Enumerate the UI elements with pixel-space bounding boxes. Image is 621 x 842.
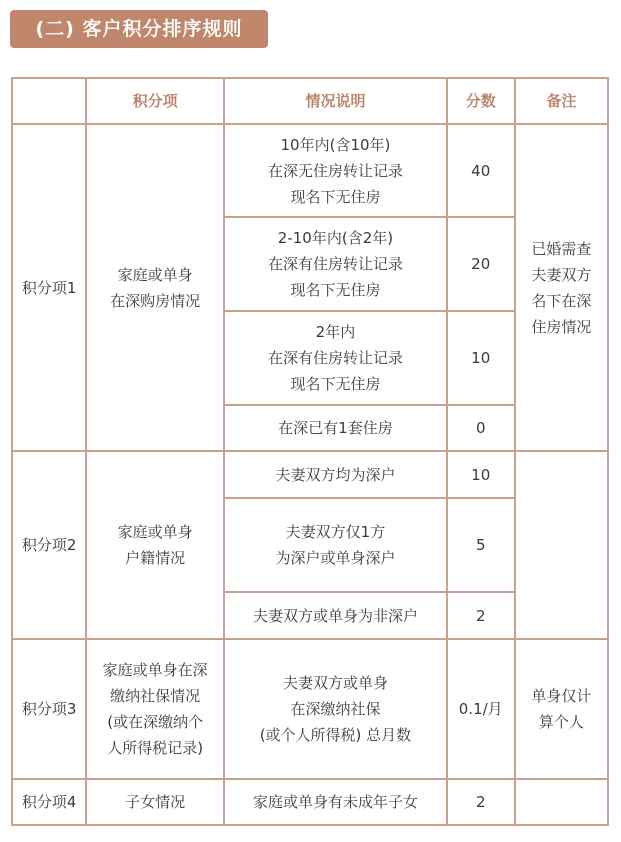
case-score: 10: [447, 311, 515, 405]
case-score: 2: [447, 779, 515, 825]
section-title: (二) 客户积分排序规则: [10, 10, 268, 48]
header-item: 积分项: [86, 78, 224, 124]
case-score: 2: [447, 592, 515, 639]
header-description: 情况说明: [224, 78, 447, 124]
table-row: [12, 779, 608, 825]
points-rules-table: [11, 77, 609, 826]
case-score: 20: [447, 217, 515, 311]
item-remark: 单身仅计 算个人: [515, 639, 608, 779]
case-description: 夫妻双方或单身为非深户: [224, 592, 447, 639]
table-header-row: [12, 78, 608, 124]
case-score: 0: [447, 405, 515, 451]
item-remark: 已婚需查 夫妻双方 名下在深 住房情况: [515, 124, 608, 451]
table-row: [12, 451, 608, 498]
case-description: 家庭或单身有未成年子女: [224, 779, 447, 825]
table-row: [12, 639, 608, 779]
item-label: 积分项1: [12, 124, 86, 451]
item-remark-empty: [515, 451, 608, 639]
case-description: 夫妻双方均为深户: [224, 451, 447, 498]
case-score: 0.1/月: [447, 639, 515, 779]
header-remark: 备注: [515, 78, 608, 124]
item-label: 积分项2: [12, 451, 86, 639]
item-remark-empty: [515, 779, 608, 825]
case-description: 夫妻双方仅1方 为深户或单身深户: [224, 498, 447, 592]
case-description: 10年内(含10年) 在深无住房转让记录 现名下无住房: [224, 124, 447, 217]
item-category: 家庭或单身 户籍情况: [86, 451, 224, 639]
item-category: 家庭或单身 在深购房情况: [86, 124, 224, 451]
table-row: [12, 124, 608, 217]
case-description: 在深已有1套住房: [224, 405, 447, 451]
case-score: 40: [447, 124, 515, 217]
item-category: 家庭或单身在深 缴纳社保情况 (或在深缴纳个 人所得税记录): [86, 639, 224, 779]
header-blank: [12, 78, 86, 124]
item-label: 积分项4: [12, 779, 86, 825]
item-label: 积分项3: [12, 639, 86, 779]
case-description: 2年内 在深有住房转让记录 现名下无住房: [224, 311, 447, 405]
case-score: 10: [447, 451, 515, 498]
case-score: 5: [447, 498, 515, 592]
case-description: 夫妻双方或单身 在深缴纳社保 (或个人所得税) 总月数: [224, 639, 447, 779]
header-score: 分数: [447, 78, 515, 124]
item-category: 子女情况: [86, 779, 224, 825]
case-description: 2-10年内(含2年) 在深有住房转让记录 现名下无住房: [224, 217, 447, 311]
